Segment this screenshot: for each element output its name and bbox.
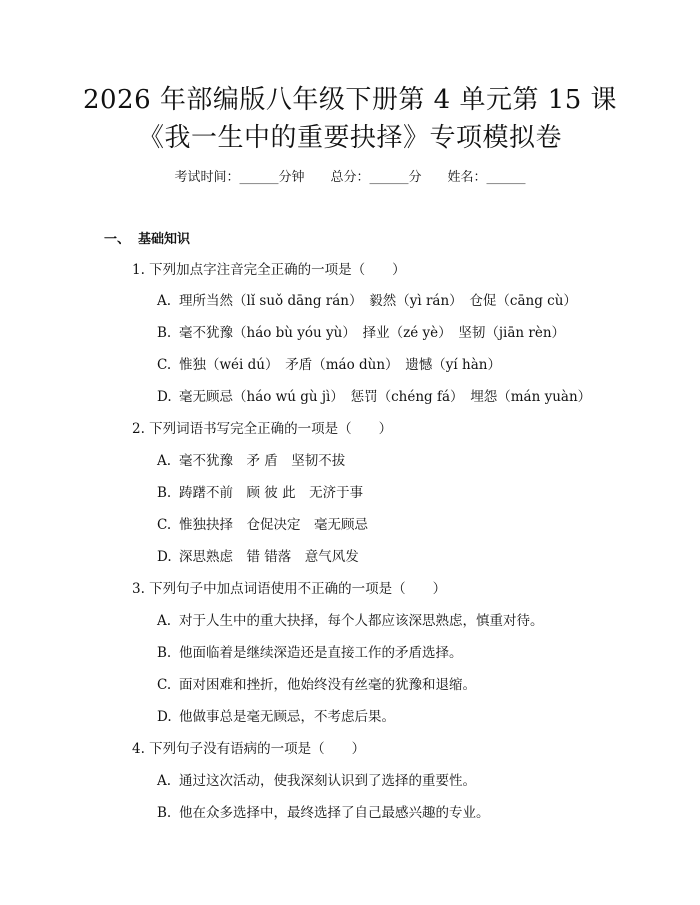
option-text: 通过这次活动，使我深刻认识到了选择的重要性。 bbox=[179, 773, 476, 789]
student-name: 姓名：______ bbox=[447, 170, 526, 185]
question-option bbox=[157, 324, 565, 342]
question-stem: 1. 下列加点字注音完全正确的一项是（ ） bbox=[132, 262, 406, 278]
option-letter: D. bbox=[157, 709, 172, 725]
question-option bbox=[157, 644, 463, 662]
question-stem: 4. 下列句子没有语病的一项是（ ） bbox=[132, 741, 366, 757]
question-option bbox=[157, 804, 490, 822]
question-option bbox=[157, 676, 476, 694]
option-text: 惟独抉择 仓促决定 毫无顾忌 bbox=[179, 517, 368, 533]
exam-time: 考试时间：______分钟 bbox=[174, 170, 305, 185]
option-letter: A. bbox=[157, 773, 172, 789]
question-option bbox=[157, 356, 501, 374]
page-subtitle: 《我一生中的重要抉择》专项模拟卷 bbox=[137, 123, 562, 153]
option-text: 毫不犹豫 矛 盾 坚韧不拔 bbox=[179, 453, 346, 469]
option-letter: C. bbox=[157, 677, 172, 693]
question-option bbox=[157, 612, 544, 630]
option-text: 面对困难和挫折，他始终没有丝毫的犹豫和退缩。 bbox=[179, 677, 476, 693]
option-text: 惟独（wéi dú） 矛盾（máo dùn） 遗憾（yí hàn） bbox=[179, 357, 501, 373]
question-option bbox=[157, 548, 359, 566]
question-option bbox=[157, 708, 395, 726]
section-number: 一、 bbox=[104, 232, 131, 247]
section-title: 基础知识 bbox=[138, 232, 191, 247]
question-stem: 3. 下列句子中加点词语使用不正确的一项是（ ） bbox=[132, 581, 447, 597]
page-title: 2026 年部编版八年级下册第 4 单元第 15 课 bbox=[82, 85, 618, 115]
total-score: 总分：______分 bbox=[330, 170, 422, 185]
question-stem: 2. 下列词语书写完全正确的一项是（ ） bbox=[132, 421, 393, 437]
option-text: 毫无顾忌（háo wú gù jì） 惩罚（chéng fá） 埋怨（mán yuàn） bbox=[179, 389, 592, 405]
option-text: 他做事总是毫无顾忌，不考虑后果。 bbox=[179, 709, 395, 725]
option-text: 毫不犹豫（háo bù yóu yù） 择业（zé yè） 坚韧（jiān rèn） bbox=[179, 325, 566, 341]
option-letter: B. bbox=[157, 805, 172, 821]
question-option bbox=[157, 452, 345, 470]
option-letter: C. bbox=[157, 357, 172, 373]
option-letter: B. bbox=[157, 645, 172, 661]
option-text: 他面临着是继续深造还是直接工作的矛盾选择。 bbox=[179, 645, 463, 661]
option-text: 理所当然（lǐ suǒ dāng rán） 毅然（yì rán） 仓促（cāng cù） bbox=[179, 293, 577, 309]
option-letter: B. bbox=[157, 325, 172, 341]
question-option bbox=[157, 516, 368, 534]
option-letter: D. bbox=[157, 549, 172, 565]
exam-info bbox=[0, 169, 700, 187]
question-option bbox=[157, 772, 476, 790]
option-letter: C. bbox=[157, 517, 172, 533]
option-text: 对于人生中的重大抉择，每个人都应该深思熟虑，慎重对待。 bbox=[179, 613, 544, 629]
option-letter: A. bbox=[157, 293, 172, 309]
option-text: 深思熟虑 错 错落 意气风发 bbox=[179, 549, 359, 565]
option-letter: A. bbox=[157, 453, 172, 469]
question-option bbox=[157, 484, 363, 502]
option-letter: A. bbox=[157, 613, 172, 629]
question-option bbox=[157, 388, 591, 406]
option-text: 他在众多选择中，最终选择了自己最感兴趣的专业。 bbox=[179, 805, 490, 821]
section-heading bbox=[104, 231, 190, 249]
option-text: 踌躇不前 顾 彼 此 无济于事 bbox=[179, 485, 364, 501]
option-letter: B. bbox=[157, 485, 172, 501]
option-letter: D. bbox=[157, 389, 172, 405]
question-option bbox=[157, 292, 577, 310]
